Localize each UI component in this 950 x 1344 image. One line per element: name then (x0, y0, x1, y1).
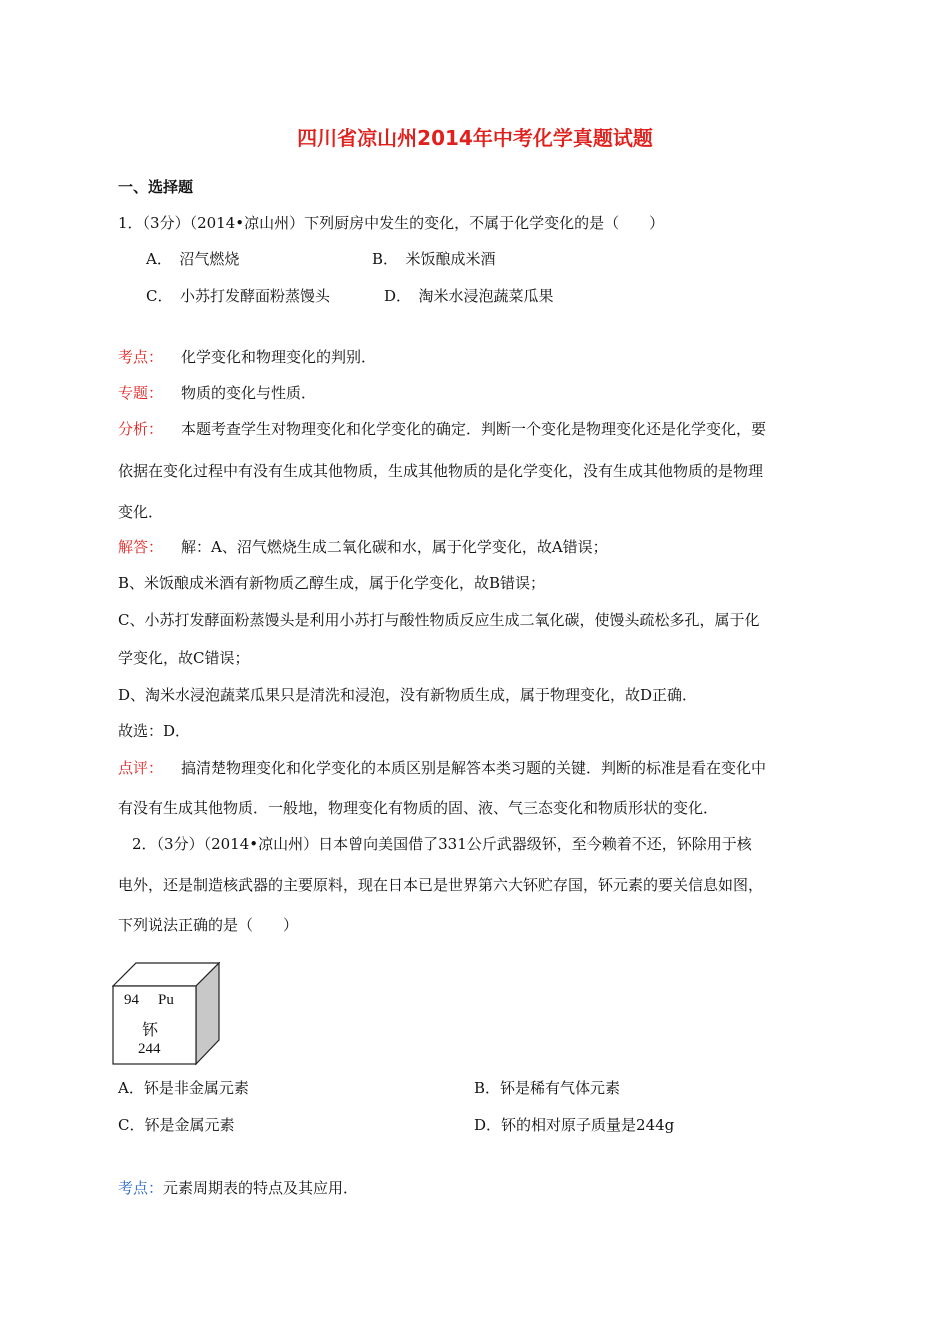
q1-option-c: C． 小苏打发酵面粉蒸馒头 (146, 287, 330, 305)
jieda-text-6: 故选：D． (118, 722, 191, 740)
question-1-stem: 1．（3分）（2014•凉山州）下列厨房中发生的变化，不属于化学变化的是（ ） (118, 214, 665, 232)
q2-option-b: B．钚是稀有气体元素 (474, 1079, 621, 1097)
q1-kaodian-row (118, 346, 376, 368)
zhuanti-label: 专题： (118, 384, 164, 402)
section-heading: 一、选择题 (118, 178, 194, 196)
fenxi-text-1: 本题考查学生对物理变化和化学变化的确定．判断一个变化是物理变化还是化学变化，要 (181, 420, 767, 438)
page-title: 四川省凉山州2014年中考化学真题试题 (297, 126, 653, 150)
jieda-text-1: 解：A、沼气燃烧生成二氧化碳和水，属于化学变化，故A错误； (181, 538, 608, 556)
jieda-label: 解答： (118, 538, 164, 556)
element-symbol: Pu (158, 992, 174, 1008)
element-atomic-number: 94 (124, 992, 139, 1008)
kaodian-label: 考点： (118, 348, 164, 366)
q2-kaodian-text: 元素周期表的特点及其应用． (163, 1179, 359, 1197)
q1-fenxi-row (118, 418, 766, 440)
kaodian-text: 化学变化和物理变化的判别． (181, 348, 377, 366)
q2-kaodian-row (118, 1177, 358, 1199)
q1-zhuanti-row (118, 382, 316, 404)
dianping-text-2: 有没有生成其他物质．一般地，物理变化有物质的固、液、气三态变化和物质形状的变化． (118, 799, 719, 817)
jieda-text-5: D、淘米水浸泡蔬菜瓜果只是清洗和浸泡，没有新物质生成，属于物理变化，故D正确． (118, 686, 698, 704)
fenxi-text-3: 变化． (118, 503, 164, 521)
question-2-stem-1: 2．（3分）（2014•凉山州）日本曾向美国借了331公斤武器级钚，至今赖着不还，钚除用于核 (132, 835, 752, 853)
q2-option-d: D．钚的相对原子质量是244g (474, 1116, 675, 1134)
fenxi-label: 分析： (118, 420, 164, 438)
q1-dianping-row (118, 757, 766, 779)
q1-option-a: A． 沼气燃烧 (146, 250, 240, 268)
zhuanti-text: 物质的变化与性质． (181, 384, 317, 402)
question-2-stem-3: 下列说法正确的是（ ） (118, 916, 299, 934)
fenxi-text-2: 依据在变化过程中有没有生成其他物质，生成其他物质的是化学变化，没有生成其他物质的是物理 (118, 462, 764, 480)
dianping-label: 点评： (118, 759, 164, 777)
element-name: 钚 (142, 1020, 159, 1039)
jieda-text-2: B、米饭酿成米酒有新物质乙醇生成，属于化学变化，故B错误； (118, 574, 546, 592)
q1-option-b: B． 米饭酿成米酒 (372, 250, 496, 268)
element-cube-outline (112, 962, 220, 1066)
q2-kaodian-label: 考点： (118, 1179, 164, 1197)
element-mass: 244 (138, 1041, 161, 1057)
jieda-text-3: C、小苏打发酵面粉蒸馒头是利用小苏打与酸性物质反应生成二氧化碳，使馒头疏松多孔，属于化 (118, 611, 760, 629)
q1-jieda-row (118, 536, 608, 558)
element-cube-figure (112, 962, 220, 1066)
q1-option-d: D． 淘米水浸泡蔬菜瓜果 (384, 287, 554, 305)
dianping-text-1: 搞清楚物理变化和化学变化的本质区别是解答本类习题的关键．判断的标准是看在变化中 (181, 759, 767, 777)
question-2-stem-2: 电外，还是制造核武器的主要原料，现在日本已是世界第六大钚贮存国，钚元素的要关信息如图， (118, 876, 764, 894)
q2-option-a: A．钚是非金属元素 (118, 1079, 249, 1097)
jieda-text-4: 学变化，故C错误； (118, 649, 250, 667)
q2-option-c: C．钚是金属元素 (118, 1116, 235, 1134)
